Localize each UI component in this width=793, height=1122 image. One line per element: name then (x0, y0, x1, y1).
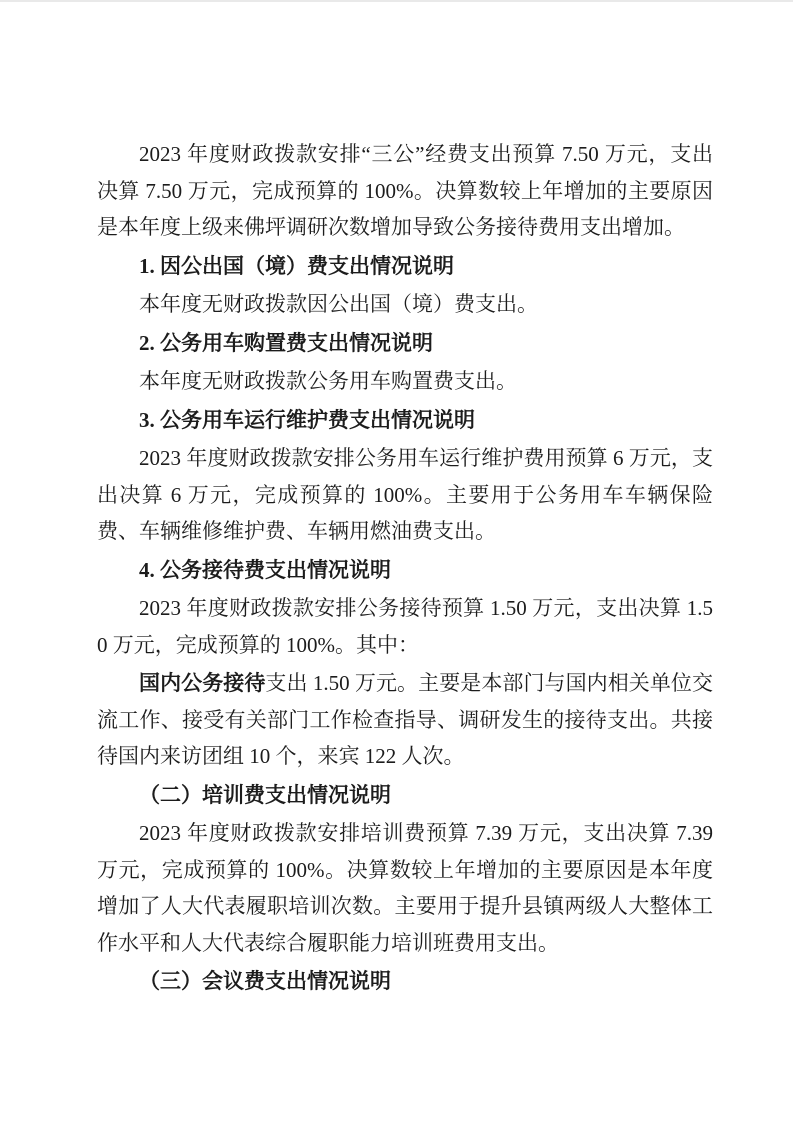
text-run: 2023 年度财政拨款安排培训费预算 7.39 万元，支出决算 7.39 万元，完成预算的 100%。决算数较上年增加的主要原因是本年度增加了人大代表履职培训次数。主要用于提升县镇两级人大整体工作水平和人大代表综合履职能力培训班费用支出。 (97, 821, 713, 955)
paragraph (97, 440, 713, 550)
section-heading (97, 963, 713, 1000)
paragraph (97, 136, 713, 246)
paragraph (97, 815, 713, 961)
section-heading (97, 325, 713, 362)
text-run: 2023 年度财政拨款安排公务接待预算 1.50 万元，支出决算 1.50 万元，完成预算的 100%。其中： (97, 596, 713, 657)
document-body (97, 136, 713, 1002)
scan-edge-artifact (0, 0, 793, 2)
bold-text-run: 国内公务接待 (139, 671, 266, 695)
text-run: 本年度无财政拨款因公出国（境）费支出。 (139, 292, 538, 316)
bold-text-run: （二）培训费支出情况说明 (139, 782, 391, 807)
paragraph (97, 363, 713, 400)
section-heading (97, 248, 713, 285)
text-run: 2023 年度财政拨款安排“三公”经费支出预算 7.50 万元，支出决算 7.50 万元，完成预算的 100%。决算数较上年增加的主要原因是本年度上级来佛坪调研次数增加导致公务接待费用支出增加。 (97, 142, 713, 239)
section-heading (97, 402, 713, 439)
text-run: 本年度无财政拨款公务用车购置费支出。 (139, 369, 517, 393)
paragraph (97, 665, 713, 775)
paragraph (97, 286, 713, 323)
text-run: 支出 1.50 万元。主要是本部门与国内相关单位交流工作、接受有关部门工作检查指导、调研发生的接待支出。共接待国内来访团组 10 个，来宾 122 人次。 (97, 671, 714, 768)
bold-text-run: 3. 公务用车运行维护费支出情况说明 (139, 407, 475, 432)
bold-text-run: （三）会议费支出情况说明 (139, 969, 391, 993)
section-heading (97, 552, 713, 589)
bold-text-run: 1. 因公出国（境）费支出情况说明 (139, 253, 454, 278)
bold-text-run: 4. 公务接待费支出情况说明 (139, 557, 391, 582)
paragraph (97, 590, 713, 663)
section-heading (97, 777, 713, 814)
text-run: 2023 年度财政拨款安排公务用车运行维护费用预算 6 万元，支出决算 6 万元，完成预算的 100%。主要用于公务用车车辆保险费、车辆维修维护费、车辆用燃油费支出。 (97, 446, 713, 543)
bold-text-run: 2. 公务用车购置费支出情况说明 (139, 330, 433, 355)
